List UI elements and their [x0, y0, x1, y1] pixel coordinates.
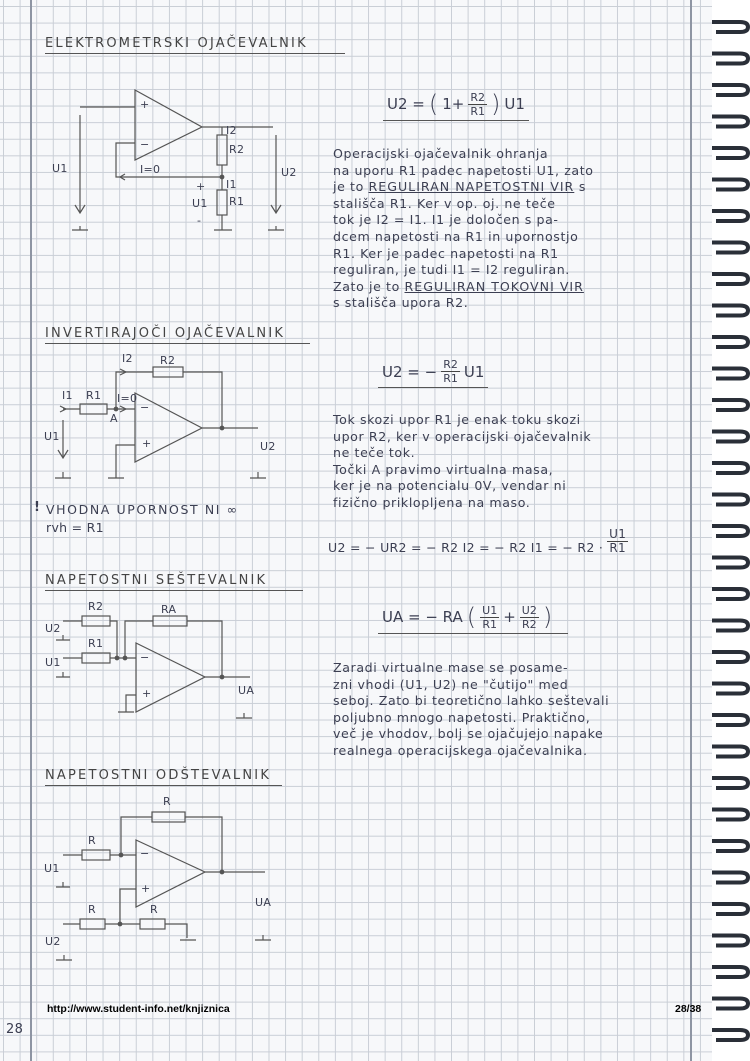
diagram-label-r-in2: R	[88, 903, 96, 916]
spiral-ring	[712, 526, 748, 536]
spiral-ring	[712, 495, 748, 505]
text: R1. Ker je padec napetosti na R1	[333, 245, 559, 261]
diagram-label-u1-mid: U1	[192, 197, 208, 210]
diagram-label-plus: +	[142, 687, 152, 700]
section-title: NAPETOSTNI SEŠTEVALNIK	[45, 573, 303, 591]
text: upor R2, ker v operacijski ojačevalnik	[333, 428, 592, 444]
diagram-label-r1: R1	[88, 637, 104, 650]
spiral-ring	[712, 148, 748, 158]
diagram-label-i2: I2	[122, 352, 133, 365]
diagram-label-u1-left: U1	[52, 162, 68, 175]
footer-page-count: 28/38	[675, 1003, 702, 1015]
spiral-ring	[712, 274, 748, 284]
spiral-ring	[712, 873, 748, 883]
spiral-ring	[712, 243, 748, 253]
paren: )	[491, 90, 501, 118]
diagram-label-u2: U2	[45, 622, 61, 635]
text: ne teče tok.	[333, 445, 416, 461]
spiral-ring	[712, 54, 748, 64]
text: seboj. Zato bi teoretično lahko seštevali	[333, 693, 610, 709]
spiral-ring	[712, 1030, 748, 1040]
spiral-ring	[712, 306, 748, 316]
spiral-ring	[712, 22, 748, 32]
text: Operacijski ojačevalnik ohranja	[333, 146, 549, 161]
electrometric-circuit	[72, 90, 284, 230]
spiral-ring	[712, 778, 748, 788]
text: na uporu R1 padec napetosti U1, zato	[333, 162, 594, 178]
section-title: NAPETOSTNI ODŠTEVALNIK	[45, 768, 282, 786]
spiral-binding	[710, 0, 750, 1061]
spiral-ring	[712, 369, 748, 379]
diagram-label-minus-small: -	[197, 214, 202, 227]
diagram-label-ua: UA	[238, 684, 255, 697]
text: dcem napetosti na R1 in upornostjo	[333, 228, 579, 244]
text: je to	[333, 179, 369, 195]
formula-term: +	[503, 608, 516, 626]
text: Zato je to	[333, 278, 405, 294]
text: s stališča upora R2.	[333, 295, 469, 311]
spiral-ring	[712, 432, 748, 442]
paren: (	[466, 603, 477, 631]
diagram-label-plus-small: +	[196, 180, 206, 193]
inverting-circuit	[55, 367, 266, 478]
spiral-ring	[712, 999, 748, 1009]
denominator: R1	[482, 617, 497, 631]
diagram-label-minus: −	[140, 651, 150, 664]
diagram-label-u1: U1	[44, 862, 60, 875]
diagram-label-r1: R1	[229, 195, 245, 208]
spiral-ring	[712, 841, 748, 851]
text: fizično priklopljena na maso.	[333, 494, 531, 510]
diagram-label-ra: RA	[161, 603, 177, 616]
diagram-label-i2: I2	[226, 124, 237, 137]
text: tok je I2 = I1. I1 je določen s pa-	[333, 212, 559, 228]
spiral-ring	[712, 211, 748, 221]
diagram-label-r-fb: R	[163, 795, 171, 808]
text: stališča R1. Ker v op. oj. ne teče	[333, 195, 556, 211]
diagram-label-r2: R2	[229, 143, 245, 156]
text: več je vhodov, bolj se ojačujejo napake	[333, 726, 604, 742]
spiral-ring	[712, 936, 748, 946]
diagram-label-r-in1: R	[88, 834, 96, 847]
diagram-label-r-gnd: R	[150, 903, 158, 916]
spiral-ring	[712, 400, 748, 410]
formula-lhs: UA = − RA	[382, 608, 463, 626]
numerator: U1	[609, 527, 627, 541]
spiral-ring	[712, 589, 748, 599]
denominator: R1	[443, 372, 458, 385]
warning-icon: !	[34, 500, 41, 515]
text: ker je na potencialu 0V, vendar ni	[333, 478, 567, 494]
text: zni vhodi (U1, U2) ne "čutijo" med	[333, 676, 569, 692]
formula-term: U1	[463, 362, 485, 381]
spiral-ring	[712, 558, 748, 568]
diagram-label-i0: I=0	[117, 392, 138, 405]
formula-term: 1+	[442, 95, 465, 113]
formula-lhs: U2 = −	[382, 362, 438, 381]
spiral-ring	[712, 715, 748, 725]
diagram-label-minus: −	[140, 847, 150, 860]
diagram-label-r1: R1	[86, 389, 102, 402]
spiral-ring	[712, 652, 748, 662]
text: poljubno mnogo napetosti. Praktično,	[333, 709, 591, 725]
numerator: U1	[482, 603, 498, 617]
numerator: R2	[443, 358, 458, 371]
spiral-ring	[712, 621, 748, 631]
text: reguliran, je tudi I1 = I2 reguliran.	[333, 262, 570, 278]
note-line: VHODNA UPORNOST NI ∞	[46, 502, 239, 517]
diagram-label-i0: I=0	[140, 163, 161, 176]
formula-lhs: U2 =	[387, 95, 425, 113]
note-line: rvh = R1	[46, 520, 104, 535]
section-title: ELEKTROMETRSKI OJAČEVALNIK	[45, 36, 345, 54]
spiral-ring	[712, 337, 748, 347]
spiral-ring	[712, 684, 748, 694]
diagram-label-r2: R2	[88, 600, 104, 613]
highlighted-term: REGULIRAN NAPETOSTNI VIR	[368, 179, 575, 195]
diagram-label-minus: −	[140, 138, 150, 151]
diagram-label-u2: U2	[45, 935, 61, 948]
diagram-label-u1: U1	[45, 656, 61, 669]
diagram-label-u1: U1	[44, 430, 60, 443]
text: s	[574, 179, 587, 195]
text: Tok skozi upor R1 je enak toku skozi	[333, 412, 581, 427]
section-title: INVERTIRAJOČI OJAČEVALNIK	[45, 326, 310, 344]
equation-text: U2 = − UR2 = − R2 I2 = − R2 I1 = − R2 ·	[328, 540, 604, 555]
formula-term: U1	[504, 95, 525, 113]
diagram-label-i1: I1	[226, 178, 237, 191]
text: Zaradi virtualne mase se posame-	[333, 660, 569, 675]
diagram-label-ua: UA	[255, 896, 272, 909]
denominator: R1	[470, 104, 486, 118]
numerator: U2	[521, 603, 537, 617]
page-number: 28	[6, 1022, 24, 1037]
diagram-label-i1: I1	[62, 389, 73, 402]
spiral-ring	[712, 463, 748, 473]
diagram-label-minus: −	[140, 401, 150, 414]
text: Točki A pravimo virtualna masa,	[333, 461, 554, 477]
diagram-label-plus: +	[140, 98, 150, 111]
diagram-label-r2: R2	[160, 354, 176, 367]
text: realnega operacijskega ojačevalnika.	[333, 742, 588, 758]
spiral-ring	[712, 180, 748, 190]
spiral-ring	[712, 747, 748, 757]
spiral-ring	[712, 904, 748, 914]
diagram-label-u2: U2	[260, 440, 276, 453]
diagram-label-plus: +	[141, 882, 151, 895]
spiral-ring	[712, 967, 748, 977]
paren: (	[428, 90, 439, 118]
summing-circuit	[56, 616, 255, 718]
diagram-label-u2: U2	[281, 166, 297, 179]
numerator: R2	[470, 90, 486, 104]
diagram-label-plus: +	[142, 437, 152, 450]
highlighted-term: REGULIRAN TOKOVNI VIR	[404, 278, 584, 294]
paren: )	[542, 603, 553, 631]
denominator: R2	[521, 617, 537, 631]
spiral-ring	[712, 85, 748, 95]
spiral-ring	[712, 810, 748, 820]
diagram-label-a: A	[110, 412, 118, 425]
footer-url[interactable]: http://www.student-info.net/knjiznica	[47, 1003, 230, 1015]
spiral-ring	[712, 117, 748, 127]
denominator: R1	[609, 541, 626, 555]
